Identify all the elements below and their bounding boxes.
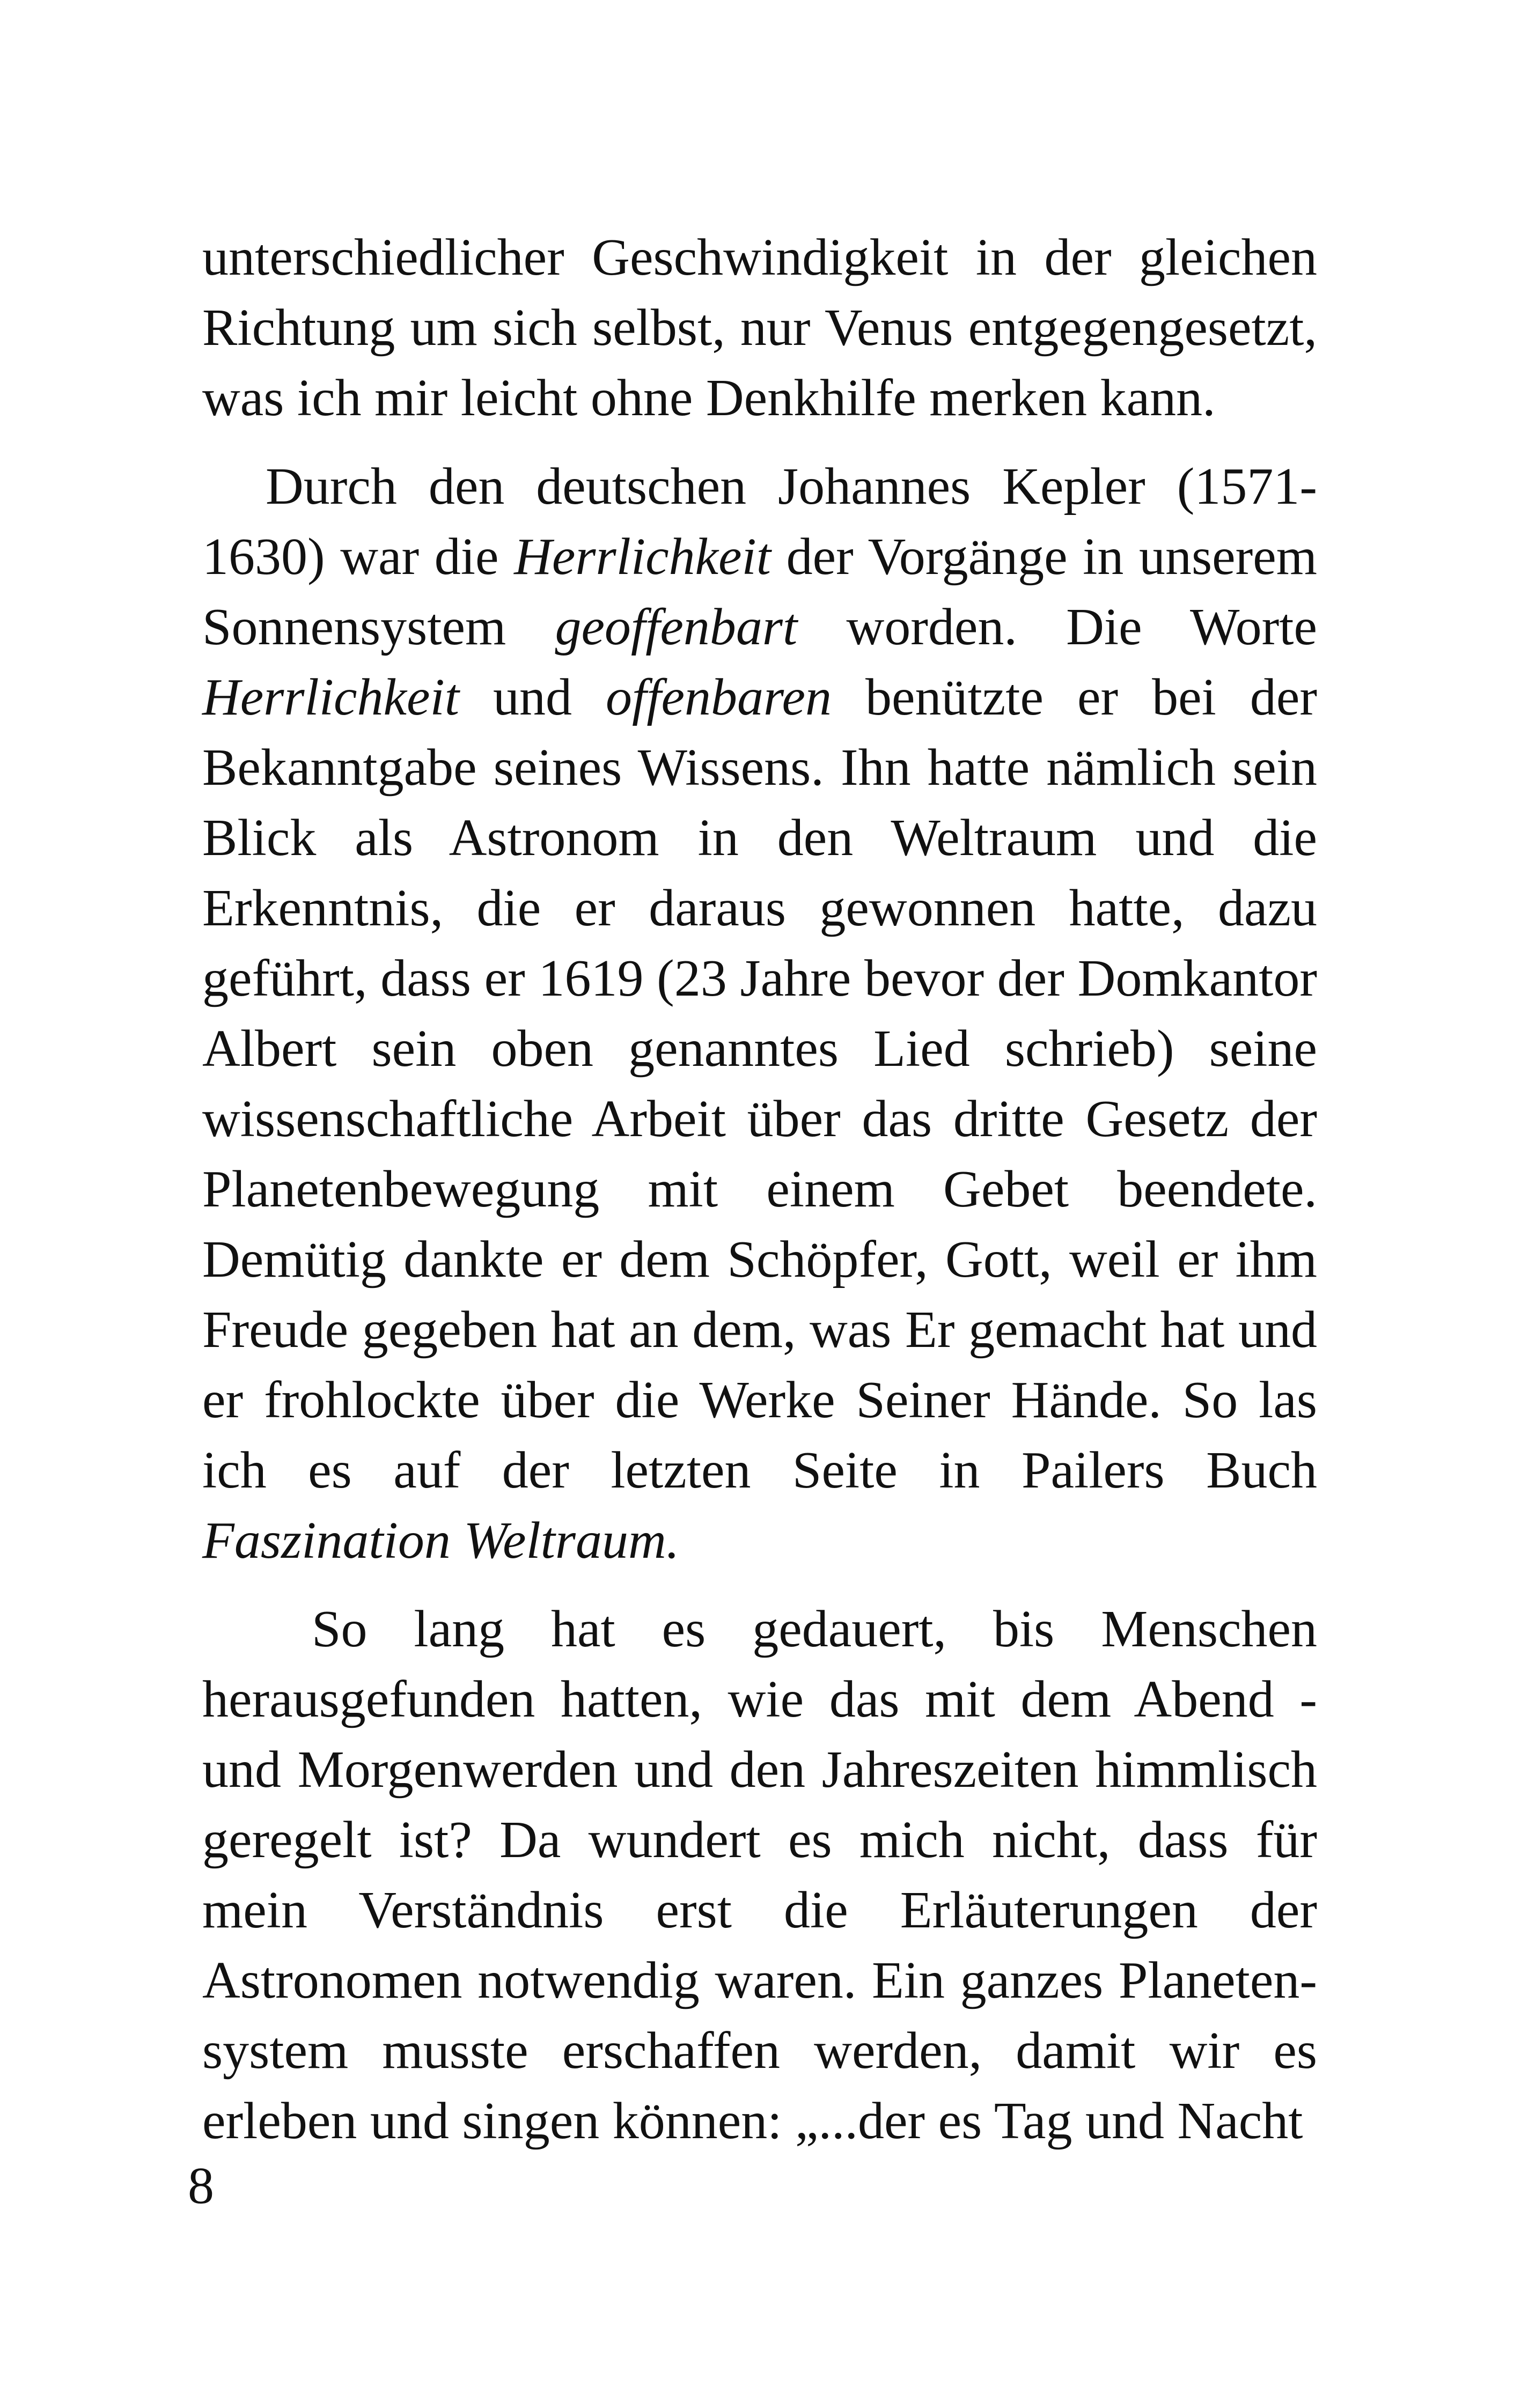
emphasis-herrlichkeit: Herrlichkeit [202, 668, 459, 726]
paragraph-2-text: Durch den deutschen Johannes Kepler (1571-1630) war die [202, 458, 1317, 586]
page-number: 8 [188, 2157, 214, 2215]
paragraph-2-text: benützte er bei der Bekanntgabe seines Wissens. Ihn hatte nämlich sein Blick als Astronom in den Weltraum und die Erkenntnis, die er daraus gewonnen hatte, dazu geführt, dass er 1619 (23 Jahre bevor der Domkantor Albert sein oben genanntes Lied schrieb) seine wissenschaftliche Arbeit über das dritte Gesetz der Planetenbewegung mit einem Gebet beendete. Demütig dankte er dem Schöpfer, Gott, weil er ihm Freude gegeben hat an dem, was Er gemacht hat und er frohlockte über die Werke Seiner Hände. So las ich es auf der letzten Seite in Pailers Buch [202, 668, 1318, 1499]
paragraph-2 [202, 452, 1317, 1576]
emphasis-offenbaren: offenbaren [606, 668, 832, 726]
paragraph-1-text: unterschiedlicher Geschwindigkeit in der gleichen Richtung um sich selbst, nur Venus entgegengesetzt, was ich mir leicht ohne Denkhilfe merken kann. [202, 229, 1317, 427]
paragraph-2-text: der Vorgänge in unserem Sonnensystem [202, 528, 1317, 656]
book-page-text [202, 223, 1317, 2175]
paragraph-2-text: und [459, 668, 606, 726]
paragraph-3-text: So lang hat es gedauert, bis Menschen herausgefunden hatten, wie das mit dem Abend - und Morgenwerden und den Jahreszeiten himmlisch geregelt ist? Da wundert es mich nicht, dass für mein Verständnis erst die Erläuterungen der Astronomen notwendig waren. Ein ganzes Planeten-system musste erschaffen werden, damit wir es erleben und singen können: „...der es Tag und Nacht [202, 1600, 1317, 2150]
paragraph-3 [202, 1594, 1317, 2156]
emphasis-geoffenbart: geoffenbart [555, 598, 798, 656]
emphasis-herrlichkeit: Herrlichkeit [514, 528, 771, 586]
book-title-faszination-weltraum: Faszination Weltraum. [202, 1512, 680, 1570]
paragraph-2-text: worden. Die Worte [797, 598, 1318, 656]
paragraph-1 [202, 223, 1317, 433]
